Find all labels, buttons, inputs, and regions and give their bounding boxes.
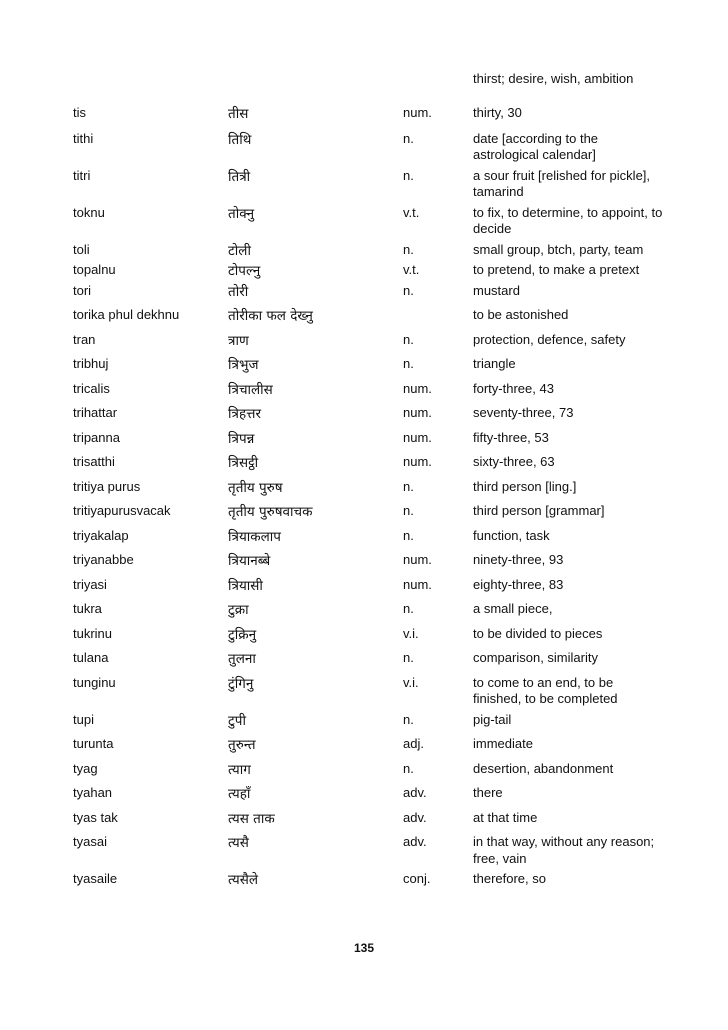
definition: sixty-three, 63: [473, 454, 555, 469]
definition: to pretend, to make a pretext: [473, 262, 640, 277]
definition: seventy-three, 73: [473, 405, 574, 420]
headword-romanized: toknu: [73, 204, 105, 220]
dictionary-entry: [73, 834, 673, 867]
headword-romanized: tyag: [73, 760, 98, 776]
headword-devanagari: त्रिपन्न: [228, 430, 255, 447]
page-number: 135: [353, 941, 375, 955]
part-of-speech: adv.: [403, 785, 427, 800]
headword-devanagari: त्रियानब्बे: [228, 553, 271, 569]
part-of-speech: adj.: [403, 736, 424, 751]
definition: triangle: [473, 356, 516, 371]
dictionary-entry: [73, 736, 673, 753]
headword-devanagari: टोपल्नु: [228, 263, 261, 279]
headword-romanized: triyakalap: [73, 527, 129, 543]
part-of-speech: v.t.: [403, 262, 420, 277]
headword-devanagari: त्रियाकलाप: [228, 528, 281, 545]
part-of-speech: num.: [403, 576, 432, 592]
headword-devanagari: त्राण: [228, 332, 249, 349]
definition: at that time: [473, 809, 538, 825]
headword-romanized: tulana: [73, 650, 109, 665]
part-of-speech: num.: [403, 405, 432, 420]
part-of-speech: n.: [403, 503, 414, 518]
headword-devanagari: तुलना: [228, 651, 256, 667]
definition: a sour fruit [relished for pickle], tamarind: [473, 167, 651, 199]
dictionary-entry: [73, 430, 673, 447]
dictionary-entry: [73, 454, 673, 471]
headword-devanagari: त्रिभुज: [228, 357, 259, 373]
dictionary-entry: [73, 503, 673, 520]
dictionary-entry: [73, 761, 673, 778]
dictionary-entry: [73, 712, 673, 729]
dictionary-entry: [73, 356, 673, 373]
part-of-speech: conj.: [403, 871, 431, 886]
dictionary-entry: [73, 307, 673, 324]
dictionary-entry: [73, 405, 673, 422]
headword-devanagari: तुरुन्त: [228, 737, 256, 753]
dictionary-entry: [73, 810, 673, 827]
definition: small group, btch, party, team: [473, 241, 644, 257]
headword-romanized: toli: [73, 241, 90, 257]
definition: therefore, so: [473, 871, 546, 886]
part-of-speech: adv.: [403, 809, 427, 825]
part-of-speech: n.: [403, 478, 414, 494]
headword-devanagari: त्रियासी: [228, 577, 263, 594]
dictionary-entry: [73, 105, 673, 122]
headword-devanagari: त्रिचालीस: [228, 381, 273, 398]
definition: there: [473, 785, 503, 800]
definition: to come to an end, to be finished, to be completed: [473, 674, 618, 706]
headword-devanagari: तृतीय पुरुषवाचक: [228, 504, 313, 520]
headword-devanagari: त्यस ताक: [228, 810, 275, 827]
definition: to be astonished: [473, 307, 569, 322]
part-of-speech: n.: [403, 356, 414, 371]
headword-devanagari: तिथि: [228, 131, 252, 148]
dictionary-entry: [73, 381, 673, 398]
definition: date [according to the astrological calendar]: [473, 130, 599, 162]
headword-romanized: tribhuj: [73, 356, 109, 371]
definition: thirty, 30: [473, 105, 522, 120]
dictionary-entry: [73, 552, 673, 569]
part-of-speech: n.: [403, 711, 414, 727]
part-of-speech: adv.: [403, 834, 427, 849]
headword-romanized: torika phul dekhnu: [73, 307, 180, 322]
part-of-speech: v.t.: [403, 204, 420, 220]
headword-romanized: tran: [73, 331, 96, 347]
definition: a small piece,: [473, 601, 553, 616]
headword-romanized: trihattar: [73, 405, 118, 420]
headword-devanagari: टुंगिनु: [228, 675, 254, 692]
part-of-speech: num.: [403, 380, 432, 396]
part-of-speech: n.: [403, 527, 414, 543]
part-of-speech: n.: [403, 241, 414, 257]
headword-romanized: tithi: [73, 130, 94, 146]
headword-devanagari: टुक्रिनु: [228, 626, 257, 643]
headword-devanagari: टोली: [228, 242, 251, 259]
dictionary-entry: [73, 283, 673, 300]
headword-romanized: tritiya purus: [73, 478, 141, 494]
headword-romanized: tripanna: [73, 429, 120, 445]
headword-romanized: topalnu: [73, 262, 116, 277]
headword-devanagari: तित्री: [228, 168, 251, 185]
headword-romanized: titri: [73, 167, 91, 183]
dictionary-entry: [73, 168, 673, 201]
definition: to fix, to determine, to appoint, to decide: [473, 204, 663, 236]
part-of-speech: n.: [403, 601, 414, 616]
headword-devanagari: तृतीय पुरुष: [228, 479, 283, 496]
headword-romanized: tyasaile: [73, 871, 118, 886]
headword-romanized: tunginu: [73, 674, 116, 690]
headword-devanagari: त्यसैले: [228, 872, 259, 888]
part-of-speech: v.i.: [403, 625, 419, 641]
headword-devanagari: त्रिसट्ठी: [228, 455, 259, 471]
headword-devanagari: तीस: [228, 106, 249, 122]
headword-devanagari: तोरी: [228, 283, 249, 300]
part-of-speech: n.: [403, 331, 414, 347]
headword-devanagari: त्याग: [228, 761, 251, 778]
definition: immediate: [473, 736, 533, 751]
definition: ninety-three, 93: [473, 552, 564, 567]
headword-romanized: tori: [73, 282, 92, 298]
dictionary-entry: [73, 577, 673, 594]
part-of-speech: n.: [403, 130, 414, 146]
definition: forty-three, 43: [473, 380, 554, 396]
headword-romanized: tukra: [73, 601, 102, 616]
part-of-speech: num.: [403, 429, 432, 445]
headword-devanagari: त्यहाँ: [228, 786, 251, 802]
dictionary-entry: [73, 528, 673, 545]
entry-list: [73, 105, 673, 888]
definition: comparison, similarity: [473, 650, 598, 665]
part-of-speech: v.i.: [403, 674, 419, 690]
definition: eighty-three, 83: [473, 576, 564, 592]
definition: fifty-three, 53: [473, 429, 549, 445]
headword-romanized: triyanabbe: [73, 552, 134, 567]
headword-romanized: tritiyapurusvacak: [73, 503, 171, 518]
dictionary-entry: [73, 262, 673, 279]
part-of-speech: n.: [403, 167, 414, 183]
definition: protection, defence, safety: [473, 331, 626, 347]
headword-devanagari: टुक्रा: [228, 602, 249, 618]
part-of-speech: n.: [403, 760, 414, 776]
headword-romanized: tyasai: [73, 834, 107, 849]
definition: function, task: [473, 527, 550, 543]
headword-devanagari: तोरीका फल देख्नु: [228, 308, 313, 324]
definition: desertion, abandonment: [473, 760, 614, 776]
definition: mustard: [473, 282, 520, 298]
part-of-speech: num.: [403, 105, 432, 120]
headword-devanagari: टुपी: [228, 712, 246, 729]
headword-devanagari: त्रिहत्तर: [228, 406, 261, 422]
part-of-speech: num.: [403, 454, 432, 469]
dictionary-entry: [73, 785, 673, 802]
headword-romanized: turunta: [73, 736, 114, 751]
headword-romanized: tupi: [73, 711, 94, 727]
dictionary-entry: [73, 131, 673, 164]
dictionary-entry: [73, 205, 673, 238]
headword-devanagari: तोक्नु: [228, 205, 255, 222]
dictionary-entry: [73, 601, 673, 618]
headword-romanized: tyahan: [73, 785, 113, 800]
part-of-speech: n.: [403, 650, 414, 665]
dictionary-entry: [73, 242, 673, 259]
headword-romanized: tukrinu: [73, 625, 113, 641]
definition: in that way, without any reason; free, vain: [473, 834, 655, 866]
headword-romanized: tyas tak: [73, 809, 118, 825]
headword-romanized: triyasi: [73, 576, 107, 592]
dictionary-entry: [73, 871, 673, 888]
dictionary-entry: [73, 626, 673, 643]
headword-devanagari: त्यसै: [228, 835, 249, 851]
dictionary-entry: [73, 479, 673, 496]
headword-romanized: trisatthi: [73, 454, 115, 469]
headword-romanized: tis: [73, 105, 86, 120]
definition: to be divided to pieces: [473, 625, 603, 641]
dictionary-entry: [73, 675, 673, 708]
definition: pig-tail: [473, 711, 512, 727]
definition: third person [ling.]: [473, 478, 577, 494]
continued-definition: thirst; desire, wish, ambition: [473, 71, 634, 86]
part-of-speech: n.: [403, 282, 414, 298]
dictionary-entry: [73, 332, 673, 349]
dictionary-entry: [73, 650, 673, 667]
definition: third person [grammar]: [473, 503, 605, 518]
part-of-speech: num.: [403, 552, 432, 567]
headword-romanized: tricalis: [73, 380, 110, 396]
